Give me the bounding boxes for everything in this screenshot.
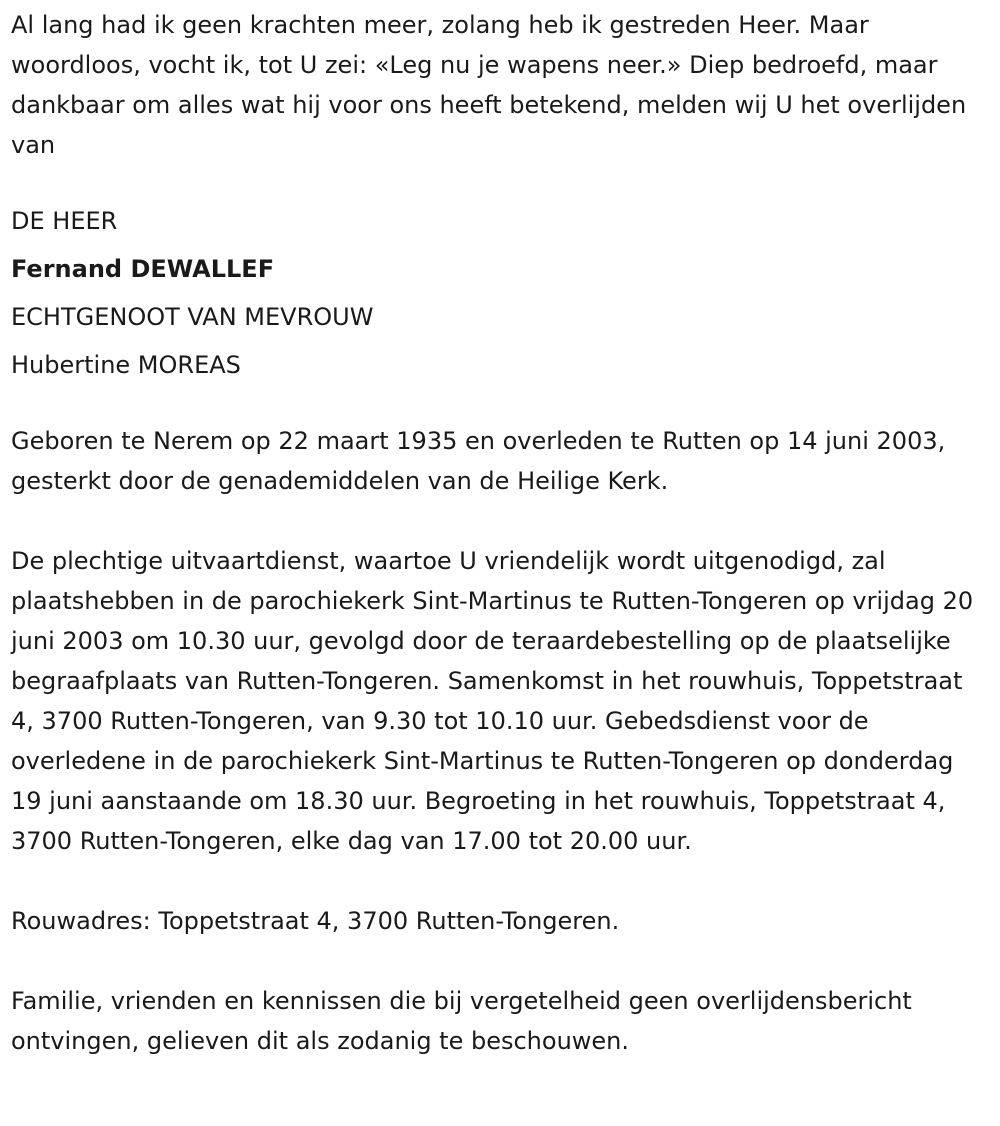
intro-paragraph: Al lang had ik geen krachten meer, zolang heb ik gestreden Heer. Maar woordloos, vocht ik, tot U zei: «Leg nu je wapens neer.» Diep bedroefd, maar dankbaar om alles wat hij voor ons heeft betekend, melden wij U het overlijden van — [11, 11, 967, 159]
title-line: DE HEER — [11, 207, 118, 235]
spouse-label: ECHTGENOOT VAN MEVROUW — [11, 303, 374, 331]
spouse-name: Hubertine MOREAS — [11, 351, 241, 379]
name-block — [11, 197, 991, 389]
closing-paragraph: Familie, vrienden en kennissen die bij vergetelheid geen overlijdensbericht ontvingen, gelieven dit als zodanig te beschouwen. — [11, 987, 912, 1055]
deceased-name: Fernand DEWALLEF — [11, 255, 275, 283]
obituary-notice — [11, 5, 991, 1061]
address-paragraph: Rouwadres: Toppetstraat 4, 3700 Rutten-Tongeren. — [11, 907, 620, 935]
birth-death-paragraph: Geboren te Nerem op 22 maart 1935 en overleden te Rutten op 14 juni 2003, gesterkt door de genademiddelen van de Heilige Kerk. — [11, 427, 946, 495]
funeral-paragraph: De plechtige uitvaartdienst, waartoe U vriendelijk wordt uitgenodigd, zal plaatshebben in de parochiekerk Sint-Martinus te Rutten-Tongeren op vrijdag 20 juni 2003 om 10.30 uur, gevolgd door de teraardebestelling op de plaatselijke begraafplaats van Rutten-Tongeren. Samenkomst in het rouwhuis, Toppetstraat 4, 3700 Rutten-Tongeren, van 9.30 tot 10.10 uur. Gebedsdienst voor de overledene in de parochiekerk Sint-Martinus te Rutten-Tongeren op donderdag 19 juni aanstaande om 18.30 uur. Begroeting in het rouwhuis, Toppetstraat 4, 3700 Rutten-Tongeren, elke dag van 17.00 tot 20.00 uur. — [11, 547, 974, 855]
